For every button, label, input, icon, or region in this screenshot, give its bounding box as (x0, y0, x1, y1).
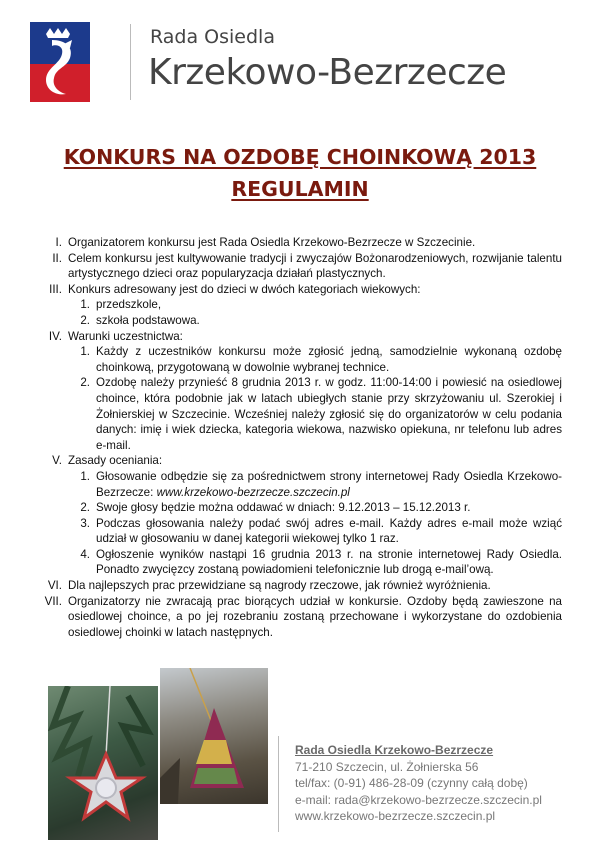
list-item (68, 469, 562, 500)
org-name-large: Krzekowo-Bezrzecze (148, 52, 507, 93)
item-text: szkoła podstawowa. (96, 313, 200, 327)
item-number: 2. (80, 313, 90, 327)
rule-section (34, 329, 562, 454)
section-text: Organizatorem konkursu jest Rada Osiedla Krzekowo-Bezrzecze w Szczecinie. (68, 236, 476, 249)
section-number: III. (49, 282, 62, 296)
item-number: 2. (80, 376, 90, 390)
item-text: Każdy z uczestników konkursu może zgłosić jedną, samodzielnie wykonaną ozdobę choinkową, przygotowaną w dowolnie wybranej technice. (96, 345, 562, 374)
item-number: 4. (80, 547, 90, 561)
header (30, 22, 590, 102)
item-text: przedszkole, (96, 298, 162, 312)
item-text-main: Głosowanie odbędzie się za pośrednictwem strony internetowej Rady Osiedla Krzekowo-Bezrzecze: (96, 469, 562, 499)
website-link[interactable]: www.krzekowo-bezrzecze.szczecin.pl (156, 485, 350, 499)
list-item (68, 297, 562, 313)
item-text: Swoje głosy będzie można oddawać w dniach: 9.12.2013 – 15.12.2013 r. (96, 501, 471, 515)
section-text: Celem konkursu jest kultywowanie tradycji i zwyczajów Bożonarodzeniowych, rozwijanie talentu artystycznego dzieci oraz popularyzacja działań plastycznych. (68, 251, 562, 281)
list-item (68, 500, 562, 516)
rule-section (34, 251, 562, 282)
section-text: Organizatorzy nie zwracają prac biorących udział w konkursie. Ozdoby będą zawieszone na osiedlowej choince, a po jej rozebraniu zostaną przechowane i wykorzystane do ozdobienia osiedlowej choinki w latach następnych. (68, 594, 562, 639)
rule-section (34, 235, 562, 251)
section-text: Zasady oceniania: (68, 454, 163, 468)
section-body (68, 282, 562, 329)
ornament-photo-cone (160, 668, 268, 804)
footer-email[interactable]: e-mail: rada@krzekowo-bezrzecze.szczecin.pl (295, 792, 542, 807)
item-number: 1. (80, 345, 90, 359)
item-text (96, 469, 562, 500)
list-item (68, 547, 562, 578)
footer-phone: tel/fax: (0-91) 486-28-09 (czynny całą dobę) (295, 776, 528, 790)
item-text: Ozdobę należy przynieść 8 grudnia 2013 r. w godz. 11:00-14:00 i powiesić na osiedlowej choince, która podobnie jak w latach ubiegłych stanie przy skrzyżowaniu ul. Szerokiej i Żołnierskiej w Szczecinie. Wcześniej należy zgłosić się do organizatorów w celu podania danych: imię i wiek dziecka, kategoria wiekowa, nazwisko opiekuna, nr telefonu lub adres e-mail. (96, 376, 562, 452)
footer-org-name: Rada Osiedla Krzekowo-Bezrzecze (295, 743, 494, 757)
section-number: VI. (47, 579, 62, 593)
section-text: Warunki uczestnictwa: (68, 329, 183, 343)
section-text: Dla najlepszych prac przewidziane są nagrody rzeczowe, jak również wyróżnienia. (68, 579, 491, 593)
rule-section (34, 578, 562, 594)
list-item (68, 375, 562, 453)
contact-footer (295, 742, 542, 825)
rules-heading: REGULAMIN (231, 177, 369, 201)
section-body (68, 329, 562, 454)
item-number: 3. (80, 516, 90, 530)
org-name-small: Rada Osiedla (150, 26, 275, 48)
section-number: II. (52, 251, 62, 265)
rule-section (34, 594, 562, 641)
footer-address: 71-210 Szczecin, ul. Żołnierska 56 (295, 759, 479, 774)
rule-section (34, 453, 562, 578)
item-text: Ogłoszenie wyników nastąpi 16 grudnia 2013 r. na stronie internetowej Rady Osiedla. Ponadto zwycięzcy zostaną powiadomieni telefonicznie lub drogą e-mail’ową. (96, 547, 562, 577)
rules-list (34, 235, 562, 640)
section-number: I. (55, 236, 62, 249)
list-item (68, 516, 562, 547)
header-divider (130, 24, 131, 100)
item-number: 1. (80, 469, 90, 483)
list-item (68, 344, 562, 375)
list-item (68, 313, 562, 329)
item-number: 2. (80, 501, 90, 515)
section-number: V. (52, 454, 62, 468)
contest-title: KONKURS NA OZDOBĘ CHOINKOWĄ 2013 (63, 145, 537, 169)
section-number: IV. (48, 329, 62, 343)
section-number: VII. (44, 594, 62, 608)
ornament-photo-star (48, 686, 158, 840)
section-body (68, 453, 562, 578)
rule-section (34, 282, 562, 329)
footer-website[interactable]: www.krzekowo-bezrzecze.szczecin.pl (295, 809, 496, 823)
item-text: Podczas głosowania należy podać swój adres e-mail. Każdy adres e-mail może wziąć udział w głosowaniu w danej kategorii wiekowej tylko 1 raz. (96, 516, 562, 546)
section-text: Konkurs adresowany jest do dzieci w dwóch kategoriach wiekowych: (68, 282, 421, 296)
szczecin-logo (30, 22, 90, 102)
footer-divider (278, 736, 279, 832)
item-number: 1. (80, 298, 90, 312)
